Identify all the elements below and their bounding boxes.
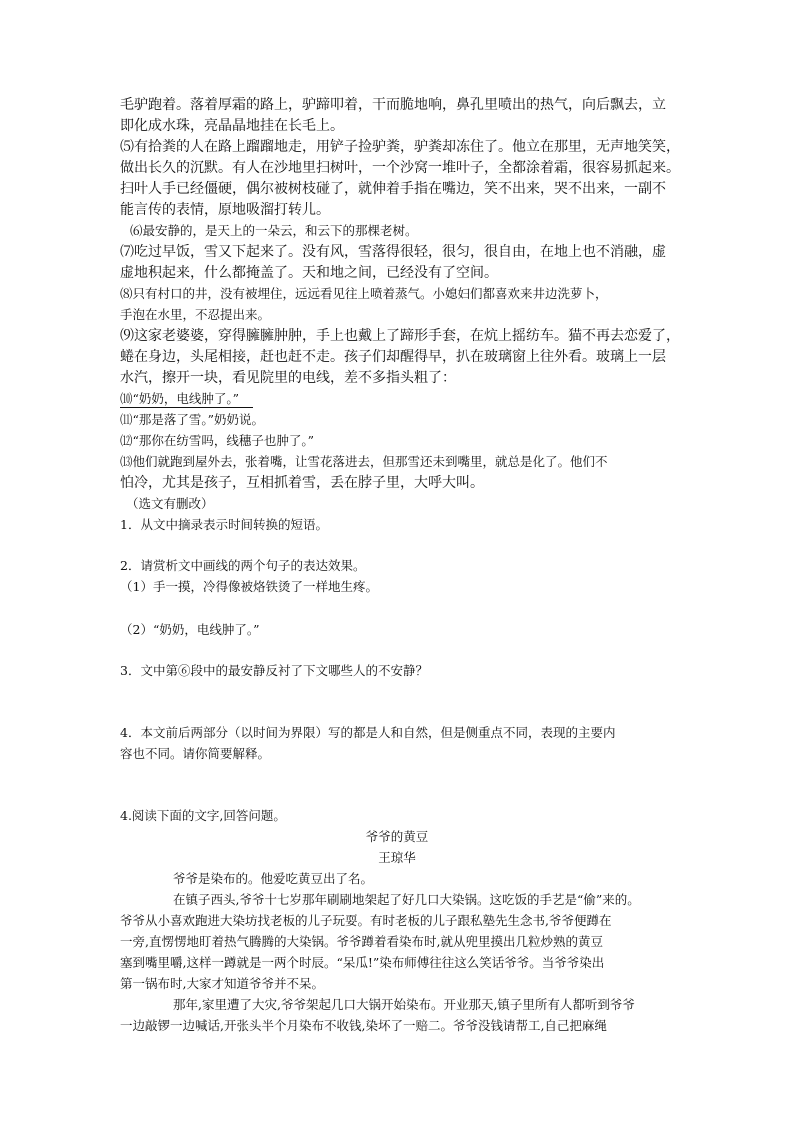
passage-line: ⑻只有村口的井，没有被埋住，远远看见往上喷着蒸气。小媳妇们都喜欢来井边洗萝卜，: [120, 286, 608, 301]
passage-line: 做出长久的沉默。有人在沙地里扫树叶，一个沙窝一堆叶子，全都涂着霜，很容易抓起来。: [120, 160, 680, 176]
article-line: 第一锅布时,大家才知道爷爷并不呆。: [120, 976, 324, 991]
article-author: 王琼华: [378, 850, 416, 865]
passage-line: 毛驴跑着。落着厚霜的路上，驴蹄叩着，干而脆地响，鼻孔里喷出的热气，向后飘去，立: [120, 97, 666, 113]
passage-line: ⑺吃过早饭，雪又下起来了。没有风，雪落得很轻，很匀，很自由，在地上也不消融，虚: [120, 244, 666, 260]
article-title: 爷爷的黄豆: [365, 829, 429, 844]
article-line: 一旁,直愣愣地盯着热气腾腾的大染锅。爷爷蹲着看染布时,就从兜里摸出几粒炒熟的黄豆: [120, 934, 603, 949]
passage-line: 能言传的表情，原地吸溜打转儿。: [120, 202, 330, 218]
article-line: 塞到嘴里嚼,这样一蹲就是一两个时辰。“呆瓜!”染布师傅往往这么笑话爷爷。当爷爷染出: [120, 955, 605, 970]
passage-line: ⒀他们就跑到屋外去，张着嘴，让雪花落进去，但那雪还未到嘴里，就总是化了。他们不: [120, 454, 608, 469]
question-4-continued: 容也不同。请你简要解释。: [120, 746, 271, 761]
article-line: 那年,家里遭了大灾,爷爷架起几口大锅开始染布。开业那天,镇子里所有人都听到爷爷: [173, 997, 635, 1012]
section-4-instruction: 4.阅读下面的文字,回答问题。: [120, 808, 286, 823]
passage-line: 虚地积起来，什么都掩盖了。天和地之间，已经没有了空间。: [120, 265, 498, 281]
question-3: 3．文中第⑥段中的最安静反衬了下文哪些人的不安静？: [120, 663, 428, 678]
passage-line: 水汽，擦开一块，看见院里的电线，差不多指头粗了：: [120, 370, 456, 386]
passage-line: 手泡在水里，不忍提出来。: [120, 307, 271, 322]
article-line: 爷爷是染布的。他爱吃黄豆出了名。: [173, 871, 374, 886]
article-line: 爷爷从小喜欢跑进大染坊找老板的儿子玩耍。有时老板的儿子跟私塾先生念书,爷爷便蹲在: [120, 913, 612, 928]
passage-line: ⑾“那是落了雪。”奶奶说。: [120, 412, 265, 427]
question-1: 1．从文中摘录表示时间转换的短语。: [120, 517, 328, 532]
article-line: 在镇子西头,爷爷十七岁那年刷刷地架起了好几口大染锅。这吃饭的手艺是“偷”来的。: [173, 892, 640, 907]
underlined-sentence: ⑽“奶奶，电线肿了。”: [120, 390, 253, 408]
passage-line: 即化成水珠，亮晶晶地挂在长毛上。: [120, 118, 344, 134]
article-line: 一边敲锣一边喊话,开张头半个月染布不收钱,染坏了一赔二。爷爷没钱请帮工,自己把麻绳: [120, 1018, 607, 1033]
passage-line: 怕冷，尤其是孩子，互相抓着雪，丢在脖子里，大呼大叫。: [120, 475, 484, 491]
passage-line: ⑸有拾粪的人在路上蹓蹓地走，用铲子捡驴粪，驴粪却冻住了。他立在那里，无声地笑笑，: [120, 139, 680, 155]
source-note: （选文有删改）: [126, 496, 214, 511]
passage-line: 扫叶人手已经僵硬，偶尔被树枝碰了，就伸着手指在嘴边，笑不出来，哭不出来，一副不: [120, 181, 666, 197]
passage-line: ⑹最安静的，是天上的一朵云，和云下的那棵老树。: [130, 223, 418, 238]
passage-underlined-line: [120, 389, 253, 409]
question-4: 4．本文前后两部分（以时间为界限）写的都是人和自然，但是侧重点不同，表现的主要内: [120, 725, 616, 740]
passage-line: 蜷在身边，头尾相接，赶也赶不走。孩子们却醒得早，扒在玻璃窗上往外看。玻璃上一层: [120, 349, 666, 365]
question-2: 2．请赏析文中画线的两个句子的表达效果。: [120, 558, 366, 573]
question-2-item-1: （1）手一摸，冷得像被烙铁烫了一样地生疼。: [120, 579, 378, 594]
question-2-item-2: （2）“奶奶，电线肿了。”: [120, 622, 260, 637]
passage-line: ⑼这家老婆婆，穿得臃臃肿肿，手上也戴上了蹄形手套，在炕上摇纺车。猫不再去恋爱了，: [120, 328, 680, 344]
passage-line: ⑿“那你在纺雪吗，线穗子也肿了。”: [120, 433, 315, 448]
